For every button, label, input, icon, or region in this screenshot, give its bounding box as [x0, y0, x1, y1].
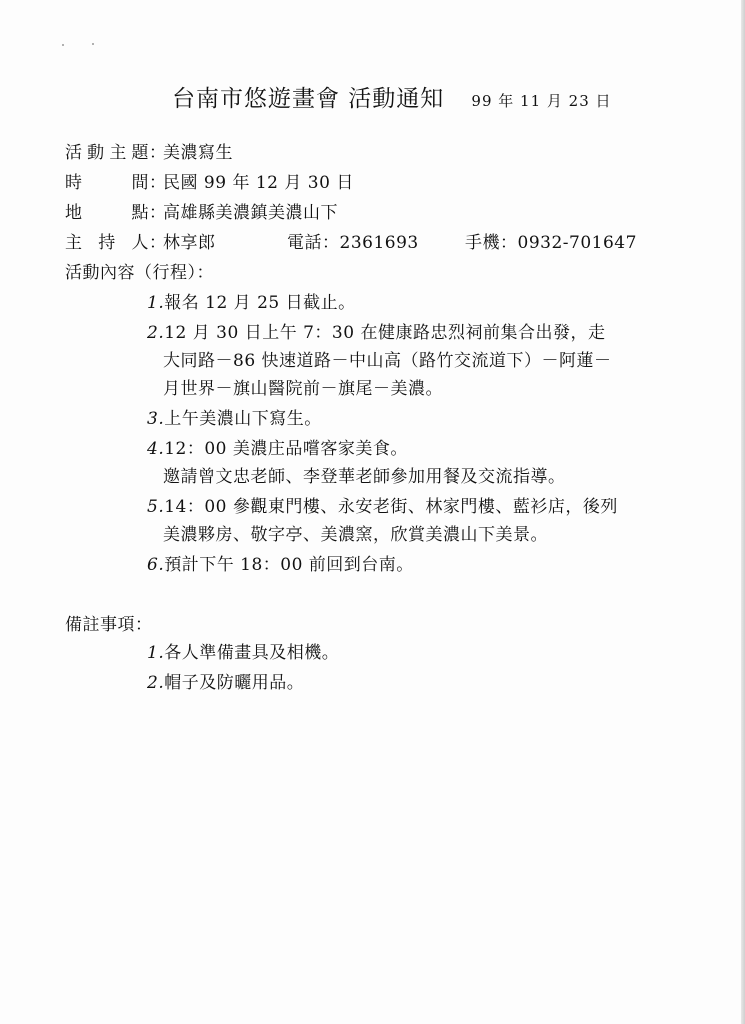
- note-item-2: [147, 668, 304, 693]
- topic-value: 美濃寫生: [163, 143, 233, 163]
- topic-label: 活動主題: [65, 143, 149, 163]
- item-number: 5.: [147, 497, 165, 517]
- place-row: [65, 198, 338, 223]
- item-text: 預計下午 18：00 前回到台南。: [164, 555, 414, 575]
- item-text: 12：00 美濃庄品嚐客家美食。: [164, 439, 408, 459]
- time-value: 民國 99 年 12 月 30 日: [163, 173, 354, 193]
- colon: ：: [149, 173, 167, 193]
- scan-speck: [92, 43, 94, 45]
- title-text: 台南市悠遊畫會 活動通知: [172, 86, 445, 112]
- item-text: 各人準備畫具及相機。: [164, 643, 340, 663]
- item-text: 帽子及防曬用品。: [164, 673, 305, 693]
- time-row: [65, 168, 354, 193]
- host-label: 主持人: [65, 233, 149, 253]
- host-row: [65, 228, 665, 253]
- item-number: 2.: [147, 673, 165, 693]
- place-value: 高雄縣美濃鎮美濃山下: [163, 203, 338, 223]
- item-number: 4.: [147, 439, 165, 459]
- item-number: 3.: [147, 409, 165, 429]
- host-value: 林享郎: [163, 233, 216, 253]
- schedule-item-2: [147, 318, 605, 343]
- notice-date: 99 年 11 月 23 日: [471, 92, 612, 110]
- colon: ：: [149, 143, 167, 163]
- notes-heading: 備註事項：: [65, 615, 153, 635]
- item-text: 報名 12 月 25 日截止。: [164, 293, 356, 313]
- item-number: 1.: [147, 293, 165, 313]
- page-edge: [741, 0, 745, 1024]
- item-text: 上午美濃山下寫生。: [164, 409, 322, 429]
- scan-speck: [62, 44, 64, 46]
- item-number: 6.: [147, 555, 165, 575]
- schedule-item-4-line-2: 邀請曾文忠老師、李登華老師參加用餐及交流指導。: [163, 467, 566, 487]
- time-label: 時間: [65, 173, 149, 193]
- item-number: 1.: [147, 643, 165, 663]
- item-text: 14：00 參觀東門樓、永安老街、林家門樓、藍衫店，後列: [164, 497, 618, 517]
- phone-number: 電話：2361693: [287, 233, 419, 253]
- schedule-item-6: [147, 550, 414, 575]
- schedule-item-2-line-2: 大同路－86 快速道路－中山高（路竹交流道下）－阿蓮－: [163, 351, 612, 371]
- schedule-item-1: [147, 288, 356, 313]
- schedule-item-3: [147, 404, 322, 429]
- note-item-1: [147, 638, 339, 663]
- topic-row: [65, 138, 233, 163]
- item-text: 12 月 30 日上午 7：30 在健康路忠烈祠前集合出發，走: [164, 323, 606, 343]
- schedule-item-5-line-2: 美濃夥房、敬字亭、美濃窯，欣賞美濃山下美景。: [163, 525, 548, 545]
- schedule-item-2-line-3: 月世界－旗山醫院前－旗尾－美濃。: [163, 379, 443, 399]
- colon: ：: [149, 203, 167, 223]
- schedule-item-4: [147, 434, 408, 459]
- content-heading: 活動內容（行程）：: [65, 263, 214, 283]
- schedule-item-5: [147, 492, 618, 517]
- item-number: 2.: [147, 323, 165, 343]
- mobile-number: 手機：0932-701647: [465, 233, 637, 253]
- colon: ：: [149, 233, 167, 253]
- place-label: 地點: [65, 203, 149, 223]
- document-title: [172, 80, 612, 113]
